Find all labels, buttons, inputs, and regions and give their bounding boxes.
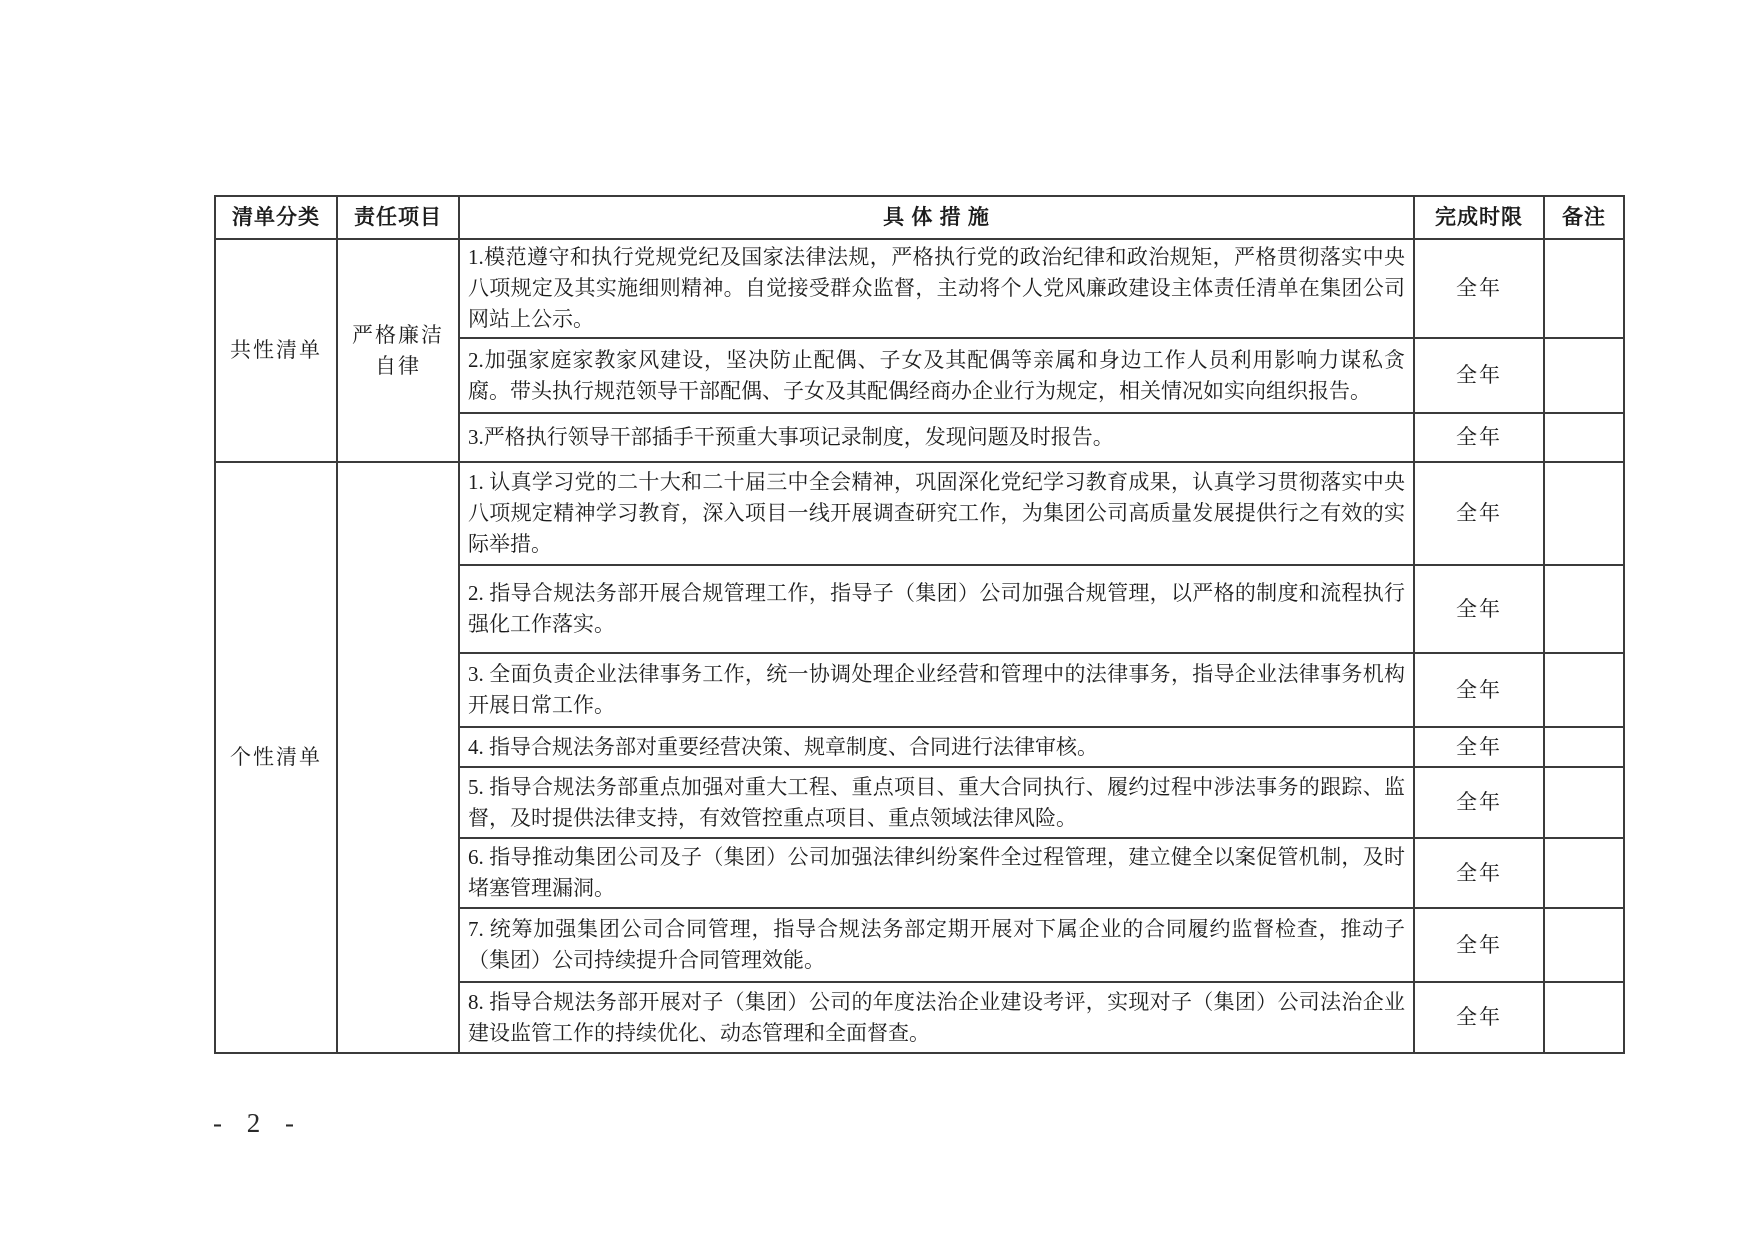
measure-cell: 1.模范遵守和执行党规党纪及国家法律法规，严格执行党的政治纪律和政治规矩，严格贯彻落实中央八项规定及其实施细则精神。自觉接受群众监督，主动将个人党风廉政建设主体责任清单在集团公司网站上公示。 [459,239,1414,338]
category-cell-common: 共性清单 [215,239,337,462]
remark-cell [1544,982,1624,1053]
measure-cell: 3. 全面负责企业法律事务工作，统一协调处理企业经营和管理中的法律事务，指导企业法律事务机构开展日常工作。 [459,653,1414,727]
responsibility-list-table [214,195,1625,1054]
deadline-cell: 全年 [1414,727,1544,767]
measure-cell: 6. 指导推动集团公司及子（集团）公司加强法律纠纷案件全过程管理，建立健全以案促管机制，及时堵塞管理漏洞。 [459,838,1414,908]
measure-cell: 2.加强家庭家教家风建设，坚决防止配偶、子女及其配偶等亲属和身边工作人员利用影响力谋私贪腐。带头执行规范领导干部配偶、子女及其配偶经商办企业行为规定，相关情况如实向组织报告。 [459,338,1414,413]
remark-cell [1544,727,1624,767]
table-row [215,462,1624,565]
deadline-cell: 全年 [1414,413,1544,462]
remark-cell [1544,908,1624,982]
project-cell-common: 严格廉洁自律 [337,239,459,462]
deadline-cell: 全年 [1414,908,1544,982]
measure-cell: 4. 指导合规法务部对重要经营决策、规章制度、合同进行法律审核。 [459,727,1414,767]
remark-cell [1544,653,1624,727]
table-row [215,239,1624,338]
measure-cell: 5. 指导合规法务部重点加强对重大工程、重点项目、重大合同执行、履约过程中涉法事务的跟踪、监督，及时提供法律支持，有效管控重点项目、重点领域法律风险。 [459,767,1414,838]
deadline-cell: 全年 [1414,767,1544,838]
remark-cell [1544,565,1624,653]
measure-cell: 7. 统筹加强集团公司合同管理，指导合规法务部定期开展对下属企业的合同履约监督检查，推动子（集团）公司持续提升合同管理效能。 [459,908,1414,982]
col-header-deadline: 完成时限 [1414,196,1544,239]
deadline-cell: 全年 [1414,838,1544,908]
deadline-cell: 全年 [1414,239,1544,338]
page-number: - 2 - [213,1108,303,1138]
remark-cell [1544,767,1624,838]
measure-cell: 2. 指导合规法务部开展合规管理工作，指导子（集团）公司加强合规管理，以严格的制度和流程执行强化工作落实。 [459,565,1414,653]
category-cell-individual: 个性清单 [215,462,337,1053]
col-header-project: 责任项目 [337,196,459,239]
deadline-cell: 全年 [1414,565,1544,653]
deadline-cell: 全年 [1414,653,1544,727]
deadline-cell: 全年 [1414,338,1544,413]
remark-cell [1544,838,1624,908]
project-cell-individual [337,462,459,1053]
remark-cell [1544,413,1624,462]
table-header-row [215,196,1624,239]
measure-cell: 1. 认真学习党的二十大和二十届三中全会精神，巩固深化党纪学习教育成果，认真学习贯彻落实中央八项规定精神学习教育，深入项目一线开展调查研究工作，为集团公司高质量发展提供行之有效的实际举措。 [459,462,1414,565]
measure-cell: 8. 指导合规法务部开展对子（集团）公司的年度法治企业建设考评，实现对子（集团）公司法治企业建设监管工作的持续优化、动态管理和全面督查。 [459,982,1414,1053]
remark-cell [1544,239,1624,338]
remark-cell [1544,462,1624,565]
deadline-cell: 全年 [1414,462,1544,565]
remark-cell [1544,338,1624,413]
col-header-remark: 备注 [1544,196,1624,239]
col-header-category: 清单分类 [215,196,337,239]
deadline-cell: 全年 [1414,982,1544,1053]
col-header-measures: 具 体 措 施 [459,196,1414,239]
measure-cell: 3.严格执行领导干部插手干预重大事项记录制度，发现问题及时报告。 [459,413,1414,462]
